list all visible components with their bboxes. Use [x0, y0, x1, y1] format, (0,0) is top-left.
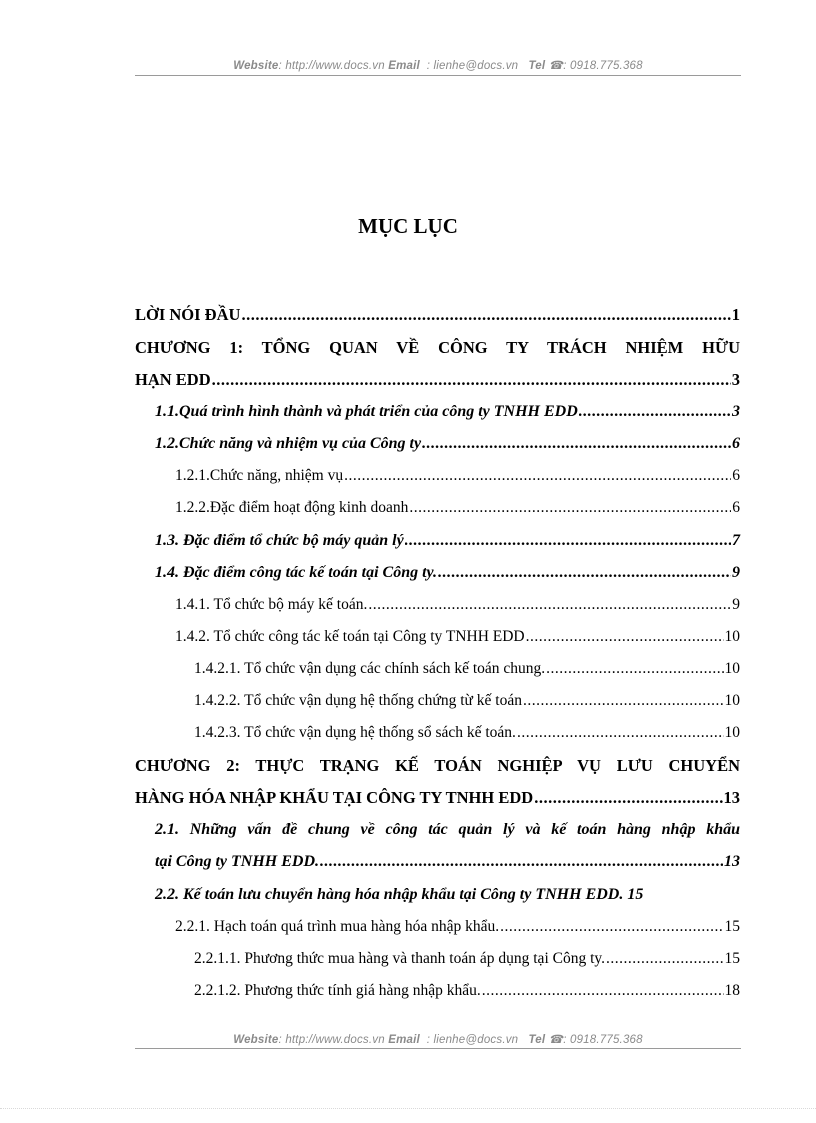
- toc-entry[interactable]: 2.2.1. Hạch toán quá trình mua hàng hóa nhập khẩu. ..... 15: [175, 912, 740, 942]
- website-label: Website: [233, 1034, 279, 1046]
- tel-label: Tel: [528, 60, 546, 72]
- page-bottom-border: [0, 1108, 816, 1109]
- toc-section-2-1-line-1[interactable]: 2.1. Những vấn đề chung về công tác quản lý và kế toán hàng nhập khẩu: [155, 821, 740, 838]
- toc-entry[interactable]: tại Công ty TNHH EDD. ..... 13: [155, 847, 740, 877]
- header-divider: [135, 75, 741, 76]
- toc-entry[interactable]: 1.2.1.Chức năng, nhiệm vụ ..... 6: [175, 461, 740, 491]
- toc-chapter-2-line-1[interactable]: CHƯƠNG 2: THỰC TRẠNG KẾ TOÁN NGHIỆP VỤ LƯU CHUYỂN: [135, 756, 740, 775]
- toc-entry[interactable]: 1.4.2.1. Tổ chức vận dụng các chính sách kế toán chung. ..... 10: [194, 654, 740, 684]
- website-label: Website: [233, 60, 279, 72]
- phone-icon: ☎: [548, 1034, 564, 1046]
- website-value[interactable]: : http://www.docs.vn: [278, 60, 385, 72]
- toc-entry[interactable]: HÀNG HÓA NHẬP KHẨU TẠI CÔNG TY TNHH EDD ..... 13: [135, 783, 740, 813]
- toc-entry[interactable]: 2.2. Kế toán lưu chuyển hàng hóa nhập khẩu tại Công ty TNHH EDD. 15: [155, 886, 644, 903]
- toc-entry[interactable]: 1.4.2.3. Tổ chức vận dụng hệ thống sổ sách kế toán. ..... 10: [194, 718, 740, 748]
- toc-entry[interactable]: 1.2.2.Đặc điểm hoạt động kinh doanh ..... 6: [175, 493, 740, 523]
- email-label: Email: [388, 1034, 420, 1046]
- toc-entry[interactable]: HẠN EDD ..... 3: [135, 365, 740, 395]
- tel-value: : 0918.775.368: [563, 1034, 643, 1046]
- toc-chapter-1-line-1[interactable]: CHƯƠNG 1: TỔNG QUAN VỀ CÔNG TY TRÁCH NHIỆM HỮU: [135, 338, 740, 357]
- footer-divider: [135, 1048, 741, 1049]
- page-header: [135, 58, 741, 72]
- toc-entry[interactable]: 1.4.2.2. Tổ chức vận dụng hệ thống chứng từ kế toán ..... 10: [194, 686, 740, 716]
- page-title: MỤC LỤC: [358, 214, 458, 238]
- email-label: Email: [388, 60, 420, 72]
- toc-entry[interactable]: 2.2.1.2. Phương thức tính giá hàng nhập khẩu. ..... 18: [194, 976, 740, 1006]
- tel-value: : 0918.775.368: [563, 60, 643, 72]
- toc-entry[interactable]: 1.2.Chức năng và nhiệm vụ của Công ty ..... 6: [155, 429, 740, 459]
- toc-entry[interactable]: 1.4.1. Tổ chức bộ máy kế toán. ..... 9: [175, 590, 740, 620]
- email-value[interactable]: : lienhe@docs.vn: [426, 60, 519, 72]
- toc-entry[interactable]: 1.1.Quá trình hình thành và phát triển của công ty TNHH EDD ..... 3: [155, 397, 740, 427]
- toc-entry[interactable]: 1.3. Đặc điểm tổ chức bộ máy quản lý ..... 7: [155, 526, 740, 556]
- toc-entry[interactable]: 1.4. Đặc điểm công tác kế toán tại Công ty. ..... 9: [155, 558, 740, 588]
- website-value[interactable]: : http://www.docs.vn: [278, 1034, 385, 1046]
- toc-entry[interactable]: LỜI NÓI ĐẦU ..... 1: [135, 300, 740, 330]
- toc-entry[interactable]: 2.2.1.1. Phương thức mua hàng và thanh toán áp dụng tại Công ty. ..... 15: [194, 944, 740, 974]
- tel-label: Tel: [528, 1034, 546, 1046]
- email-value[interactable]: : lienhe@docs.vn: [426, 1034, 519, 1046]
- phone-icon: ☎: [548, 60, 564, 72]
- page-footer: [135, 1032, 741, 1046]
- toc-entry[interactable]: 1.4.2. Tổ chức công tác kế toán tại Công ty TNHH EDD ..... 10: [175, 622, 740, 652]
